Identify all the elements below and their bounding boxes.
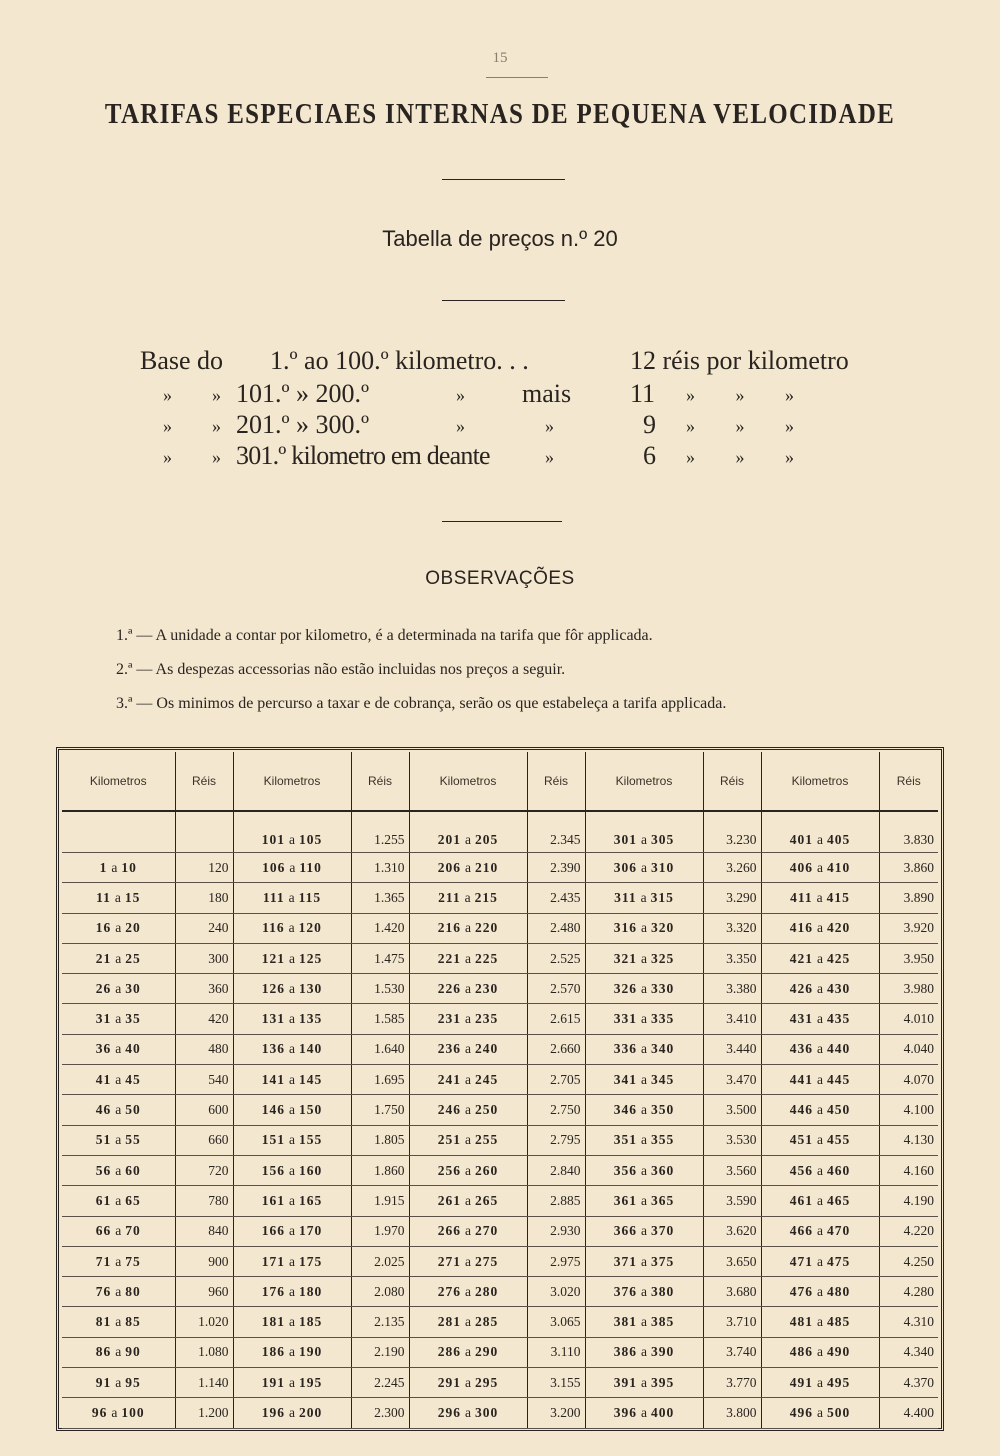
reis-cell: 900: [175, 1246, 233, 1276]
km-range-cell: 346 a 350: [585, 1095, 703, 1125]
reis-cell: 3.440: [703, 1034, 761, 1064]
km-range-cell: 11 a 15: [62, 883, 175, 913]
reis-cell: 2.570: [527, 974, 585, 1004]
ditto-mark: »: [163, 385, 172, 405]
reis-cell: [175, 811, 233, 853]
ditto-mark: »: [212, 385, 221, 405]
reis-cell: 1.420: [351, 913, 409, 943]
km-range-cell: 36 a 40: [62, 1034, 175, 1064]
reis-cell: 1.750: [351, 1095, 409, 1125]
reis-cell: 3.590: [703, 1186, 761, 1216]
km-range-cell: 451 a 455: [761, 1125, 879, 1155]
reis-cell: 4.010: [879, 1004, 938, 1034]
reis-cell: 840: [175, 1216, 233, 1246]
km-range-cell: 246 a 250: [409, 1095, 527, 1125]
km-range-cell: 206 a 210: [409, 853, 527, 883]
km-range-cell: [62, 811, 175, 853]
base-rate-number: 11: [630, 379, 656, 408]
column-header-kilometros: Kilometros: [761, 752, 879, 811]
km-range-cell: 376 a 380: [585, 1277, 703, 1307]
ditto-mark: »: [456, 416, 465, 436]
observation-item: 3.ª — Os minimos de percurso a taxar e de cobrança, serão os que estabeleça a tarifa applicada.: [116, 695, 727, 712]
base-extra: mais: [522, 379, 572, 408]
reis-cell: 2.750: [527, 1095, 585, 1125]
km-range-cell: 56 a 60: [62, 1155, 175, 1185]
km-range-cell: 481 a 485: [761, 1307, 879, 1337]
page-number: 15: [492, 50, 508, 66]
reis-cell: 240: [175, 913, 233, 943]
reis-cell: 3.320: [703, 913, 761, 943]
reis-cell: 2.435: [527, 883, 585, 913]
km-range-cell: 211 a 215: [409, 883, 527, 913]
reis-cell: 2.190: [351, 1337, 409, 1367]
column-header-kilometros: Kilometros: [233, 752, 351, 811]
table-subtitle: Tabella de preços n.º 20: [382, 226, 618, 251]
observation-item: 1.ª — A unidade a contar por kilometro, é a determinada na tarifa que fôr applicada.: [116, 627, 653, 644]
km-range-cell: 261 a 265: [409, 1186, 527, 1216]
column-header-kilometros: Kilometros: [62, 752, 175, 811]
column-header-reis: Réis: [351, 752, 409, 811]
page-title: TARIFAS ESPECIAES INTERNAS DE PEQUENA VELOCIDADE: [104, 98, 896, 130]
km-range-cell: 156 a 160: [233, 1155, 351, 1185]
km-range-cell: 311 a 315: [585, 883, 703, 913]
reis-cell: 1.915: [351, 1186, 409, 1216]
reis-cell: 4.190: [879, 1186, 938, 1216]
reis-cell: 2.705: [527, 1065, 585, 1095]
reis-cell: 2.840: [527, 1155, 585, 1185]
km-range-cell: 336 a 340: [585, 1034, 703, 1064]
km-range-cell: 466 a 470: [761, 1216, 879, 1246]
reis-cell: 3.680: [703, 1277, 761, 1307]
reis-cell: 3.920: [879, 913, 938, 943]
column-header-kilometros: Kilometros: [409, 752, 527, 811]
km-range-cell: 146 a 150: [233, 1095, 351, 1125]
km-range-cell: 351 a 355: [585, 1125, 703, 1155]
reis-cell: 4.040: [879, 1034, 938, 1064]
km-range-cell: 331 a 335: [585, 1004, 703, 1034]
km-range-cell: 31 a 35: [62, 1004, 175, 1034]
km-range-cell: 231 a 235: [409, 1004, 527, 1034]
reis-cell: 1.475: [351, 943, 409, 973]
reis-cell: 3.860: [879, 853, 938, 883]
reis-cell: 2.795: [527, 1125, 585, 1155]
km-range-cell: 341 a 345: [585, 1065, 703, 1095]
reis-cell: 1.255: [351, 811, 409, 853]
km-range-cell: 356 a 360: [585, 1155, 703, 1185]
km-range-cell: 321 a 325: [585, 943, 703, 973]
reis-cell: 600: [175, 1095, 233, 1125]
ditto-mark: »: [545, 416, 554, 436]
table-row: [62, 913, 938, 943]
base-range: 301.º kilometro em deante: [236, 441, 490, 470]
reis-cell: 1.860: [351, 1155, 409, 1185]
km-range-cell: 471 a 475: [761, 1246, 879, 1276]
base-rate-number: 9: [643, 410, 656, 439]
reis-cell: 3.890: [879, 883, 938, 913]
km-range-cell: 21 a 25: [62, 943, 175, 973]
km-range-cell: 296 a 300: [409, 1398, 527, 1428]
ditto-mark: »: [163, 416, 172, 436]
reis-cell: 2.480: [527, 913, 585, 943]
divider-2: [442, 300, 565, 301]
km-range-cell: 136 a 140: [233, 1034, 351, 1064]
reis-cell: 480: [175, 1034, 233, 1064]
reis-cell: 4.130: [879, 1125, 938, 1155]
ditto-marks: » » »: [686, 447, 794, 467]
reis-cell: 3.260: [703, 853, 761, 883]
km-range-cell: 151 a 155: [233, 1125, 351, 1155]
km-range-cell: 461 a 465: [761, 1186, 879, 1216]
reis-cell: 3.800: [703, 1398, 761, 1428]
table-row: [62, 1398, 938, 1428]
km-range-cell: 306 a 310: [585, 853, 703, 883]
km-range-cell: 196 a 200: [233, 1398, 351, 1428]
table-row: [62, 853, 938, 883]
ditto-mark: »: [163, 447, 172, 467]
reis-cell: 2.885: [527, 1186, 585, 1216]
reis-cell: 3.500: [703, 1095, 761, 1125]
km-range-cell: 416 a 420: [761, 913, 879, 943]
km-range-cell: 401 a 405: [761, 811, 879, 853]
km-range-cell: 251 a 255: [409, 1125, 527, 1155]
reis-cell: 3.020: [527, 1277, 585, 1307]
km-range-cell: 161 a 165: [233, 1186, 351, 1216]
km-range-cell: 51 a 55: [62, 1125, 175, 1155]
km-range-cell: 266 a 270: [409, 1216, 527, 1246]
km-range-cell: 76 a 80: [62, 1277, 175, 1307]
table-row: [62, 811, 938, 853]
reis-cell: 3.230: [703, 811, 761, 853]
reis-cell: 1.695: [351, 1065, 409, 1095]
reis-cell: 1.585: [351, 1004, 409, 1034]
ditto-mark: »: [212, 447, 221, 467]
km-range-cell: 361 a 365: [585, 1186, 703, 1216]
reis-cell: 1.970: [351, 1216, 409, 1246]
reis-cell: 4.100: [879, 1095, 938, 1125]
reis-cell: 1.530: [351, 974, 409, 1004]
reis-cell: 1.365: [351, 883, 409, 913]
base-rates: [0, 346, 1000, 476]
km-range-cell: 176 a 180: [233, 1277, 351, 1307]
reis-cell: 4.370: [879, 1368, 938, 1398]
reis-cell: 2.930: [527, 1216, 585, 1246]
column-header-reis: Réis: [527, 752, 585, 811]
km-range-cell: 81 a 85: [62, 1307, 175, 1337]
km-range-cell: 181 a 185: [233, 1307, 351, 1337]
column-header-reis: Réis: [703, 752, 761, 811]
km-range-cell: 226 a 230: [409, 974, 527, 1004]
km-range-cell: 431 a 435: [761, 1004, 879, 1034]
km-range-cell: 486 a 490: [761, 1337, 879, 1367]
reis-cell: 420: [175, 1004, 233, 1034]
column-header-reis: Réis: [175, 752, 233, 811]
km-range-cell: 126 a 130: [233, 974, 351, 1004]
base-row: [0, 379, 1000, 410]
table-body: [62, 811, 938, 1428]
table-header-row: [62, 752, 938, 811]
km-range-cell: 411 a 415: [761, 883, 879, 913]
km-range-cell: 236 a 240: [409, 1034, 527, 1064]
km-range-cell: 16 a 20: [62, 913, 175, 943]
observation-item: 2.ª — As despezas accessorias não estão incluidas nos preços a seguir.: [116, 661, 566, 678]
km-range-cell: 396 a 400: [585, 1398, 703, 1428]
base-label: Base do: [140, 346, 224, 375]
km-range-cell: 121 a 125: [233, 943, 351, 973]
reis-cell: 660: [175, 1125, 233, 1155]
km-range-cell: 86 a 90: [62, 1337, 175, 1367]
km-range-cell: 96 a 100: [62, 1398, 175, 1428]
km-range-cell: 66 a 70: [62, 1216, 175, 1246]
reis-cell: 540: [175, 1065, 233, 1095]
reis-cell: 1.080: [175, 1337, 233, 1367]
reis-cell: 4.310: [879, 1307, 938, 1337]
km-range-cell: 441 a 445: [761, 1065, 879, 1095]
reis-cell: 3.620: [703, 1216, 761, 1246]
reis-cell: 3.290: [703, 883, 761, 913]
base-row: [0, 346, 1000, 377]
table-row: [62, 943, 938, 973]
km-range-cell: 166 a 170: [233, 1216, 351, 1246]
reis-cell: 4.340: [879, 1337, 938, 1367]
base-rate: 12 réis por kilometro: [630, 346, 849, 375]
reis-cell: 3.770: [703, 1368, 761, 1398]
km-range-cell: 391 a 395: [585, 1368, 703, 1398]
km-range-cell: 421 a 425: [761, 943, 879, 973]
reis-cell: 2.345: [527, 811, 585, 853]
reis-cell: 3.980: [879, 974, 938, 1004]
km-range-cell: 476 a 480: [761, 1277, 879, 1307]
km-range-cell: 201 a 205: [409, 811, 527, 853]
km-range-cell: 241 a 245: [409, 1065, 527, 1095]
km-range-cell: 426 a 430: [761, 974, 879, 1004]
km-range-cell: 456 a 460: [761, 1155, 879, 1185]
table-row: [62, 1186, 938, 1216]
reis-cell: 3.410: [703, 1004, 761, 1034]
reis-cell: 2.080: [351, 1277, 409, 1307]
reis-cell: 4.220: [879, 1216, 938, 1246]
km-range-cell: 131 a 135: [233, 1004, 351, 1034]
reis-cell: 3.650: [703, 1246, 761, 1276]
base-row: [0, 441, 1000, 472]
table-row: [62, 1095, 938, 1125]
km-range-cell: 191 a 195: [233, 1368, 351, 1398]
ditto-marks: » » »: [686, 385, 794, 405]
km-range-cell: 491 a 495: [761, 1368, 879, 1398]
km-range-cell: 276 a 280: [409, 1277, 527, 1307]
km-range-cell: 271 a 275: [409, 1246, 527, 1276]
km-range-cell: 381 a 385: [585, 1307, 703, 1337]
km-range-cell: 171 a 175: [233, 1246, 351, 1276]
km-range-cell: 366 a 370: [585, 1216, 703, 1246]
reis-cell: 180: [175, 883, 233, 913]
table-row: [62, 1277, 938, 1307]
reis-cell: 2.660: [527, 1034, 585, 1064]
km-range-cell: 291 a 295: [409, 1368, 527, 1398]
reis-cell: 3.200: [527, 1398, 585, 1428]
table-row: [62, 1246, 938, 1276]
reis-cell: 360: [175, 974, 233, 1004]
km-range-cell: 41 a 45: [62, 1065, 175, 1095]
table-row: [62, 1216, 938, 1246]
table-row: [62, 1307, 938, 1337]
reis-cell: 2.615: [527, 1004, 585, 1034]
km-range-cell: 71 a 75: [62, 1246, 175, 1276]
ditto-mark: »: [456, 385, 465, 405]
ditto-mark: »: [212, 416, 221, 436]
km-range-cell: 316 a 320: [585, 913, 703, 943]
km-range-cell: 386 a 390: [585, 1337, 703, 1367]
base-row: [0, 410, 1000, 441]
reis-cell: 3.155: [527, 1368, 585, 1398]
reis-cell: 3.110: [527, 1337, 585, 1367]
km-range-cell: 221 a 225: [409, 943, 527, 973]
reis-cell: 780: [175, 1186, 233, 1216]
reis-cell: 1.640: [351, 1034, 409, 1064]
table-row: [62, 1065, 938, 1095]
km-range-cell: 446 a 450: [761, 1095, 879, 1125]
km-range-cell: 256 a 260: [409, 1155, 527, 1185]
km-range-cell: 301 a 305: [585, 811, 703, 853]
base-rate-number: 6: [643, 441, 656, 470]
reis-cell: 720: [175, 1155, 233, 1185]
reis-cell: 2.975: [527, 1246, 585, 1276]
km-range-cell: 186 a 190: [233, 1337, 351, 1367]
km-range-cell: 406 a 410: [761, 853, 879, 883]
reis-cell: 4.160: [879, 1155, 938, 1185]
table-row: [62, 974, 938, 1004]
km-range-cell: 326 a 330: [585, 974, 703, 1004]
km-range-cell: 101 a 105: [233, 811, 351, 853]
reis-cell: 3.470: [703, 1065, 761, 1095]
reis-cell: 3.830: [879, 811, 938, 853]
reis-cell: 960: [175, 1277, 233, 1307]
km-range-cell: 1 a 10: [62, 853, 175, 883]
ditto-mark: »: [545, 447, 554, 467]
reis-cell: 1.020: [175, 1307, 233, 1337]
reis-cell: 1.310: [351, 853, 409, 883]
reis-cell: 300: [175, 943, 233, 973]
reis-cell: 4.280: [879, 1277, 938, 1307]
column-header-kilometros: Kilometros: [585, 752, 703, 811]
table-row: [62, 1155, 938, 1185]
km-range-cell: 116 a 120: [233, 913, 351, 943]
km-range-cell: 91 a 95: [62, 1368, 175, 1398]
km-range-cell: 216 a 220: [409, 913, 527, 943]
table-row: [62, 1368, 938, 1398]
divider-3: [442, 521, 562, 522]
km-range-cell: 61 a 65: [62, 1186, 175, 1216]
base-range: 101.º » 200.º: [236, 379, 370, 408]
reis-cell: 1.140: [175, 1368, 233, 1398]
reis-cell: 2.525: [527, 943, 585, 973]
table-row: [62, 1125, 938, 1155]
km-range-cell: 371 a 375: [585, 1246, 703, 1276]
reis-cell: 3.740: [703, 1337, 761, 1367]
table-row: [62, 883, 938, 913]
reis-cell: 3.350: [703, 943, 761, 973]
km-range-cell: 106 a 110: [233, 853, 351, 883]
base-range: 1.º ao 100.º kilometro. . .: [270, 346, 529, 375]
reis-cell: 1.200: [175, 1398, 233, 1428]
table-row: [62, 1034, 938, 1064]
km-range-cell: 281 a 285: [409, 1307, 527, 1337]
page-number-rule: [486, 77, 548, 78]
reis-cell: 2.245: [351, 1368, 409, 1398]
observations-heading: OBSERVAÇÕES: [425, 568, 575, 589]
km-range-cell: 496 a 500: [761, 1398, 879, 1428]
km-range-cell: 111 a 115: [233, 883, 351, 913]
reis-cell: 3.530: [703, 1125, 761, 1155]
km-range-cell: 46 a 50: [62, 1095, 175, 1125]
reis-cell: 4.250: [879, 1246, 938, 1276]
price-table: [62, 752, 938, 1429]
reis-cell: 2.025: [351, 1246, 409, 1276]
reis-cell: 3.710: [703, 1307, 761, 1337]
column-header-reis: Réis: [879, 752, 938, 811]
divider-1: [442, 179, 565, 180]
reis-cell: 1.805: [351, 1125, 409, 1155]
reis-cell: 3.380: [703, 974, 761, 1004]
reis-cell: 4.070: [879, 1065, 938, 1095]
table-row: [62, 1337, 938, 1367]
reis-cell: 2.135: [351, 1307, 409, 1337]
reis-cell: 2.300: [351, 1398, 409, 1428]
reis-cell: 3.065: [527, 1307, 585, 1337]
reis-cell: 3.560: [703, 1155, 761, 1185]
km-range-cell: 436 a 440: [761, 1034, 879, 1064]
km-range-cell: 286 a 290: [409, 1337, 527, 1367]
reis-cell: 4.400: [879, 1398, 938, 1428]
km-range-cell: 141 a 145: [233, 1065, 351, 1095]
reis-cell: 2.390: [527, 853, 585, 883]
reis-cell: 120: [175, 853, 233, 883]
km-range-cell: 26 a 30: [62, 974, 175, 1004]
reis-cell: 3.950: [879, 943, 938, 973]
base-range: 201.º » 300.º: [236, 410, 370, 439]
ditto-marks: » » »: [686, 416, 794, 436]
table-row: [62, 1004, 938, 1034]
